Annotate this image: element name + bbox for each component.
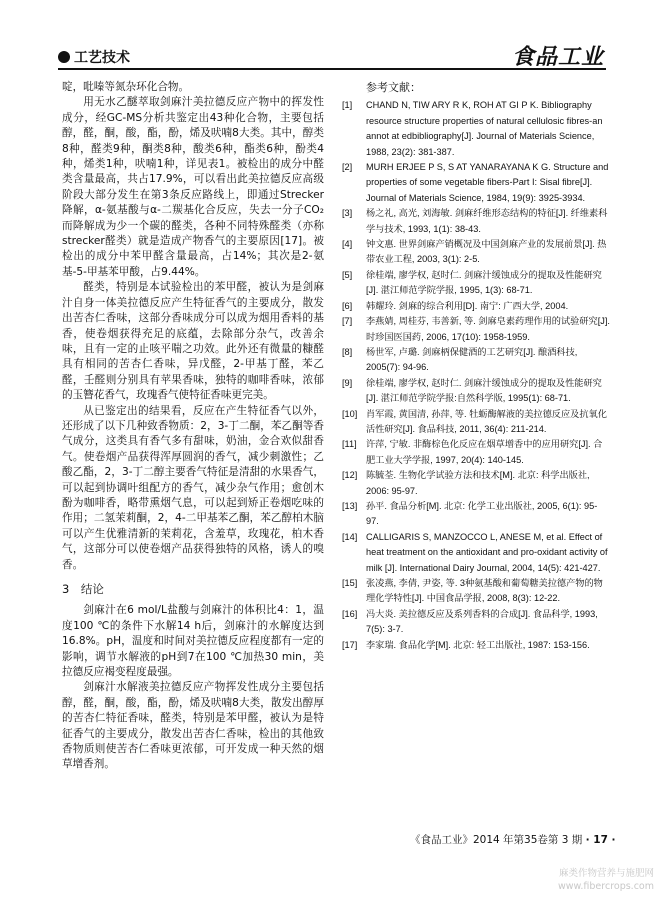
reference-text: CHAND N, TIW ARY R K, ROH AT GI P K. Bibliography resource structure properties of natural cellulosic fibres-an annot at edbibliography[J]. Journal of Materials Science, 1988, 23(2): 381-387. bbox=[366, 100, 603, 157]
reference-text: 孙平. 食品分析[M]. 北京: 化学工业出版社, 2005, 6(1): 95-97. bbox=[366, 500, 598, 527]
left-column bbox=[62, 80, 324, 773]
paragraph: 用无水乙醚萃取剑麻汁美拉德反应产物中的挥发性成分，经GC-MS分析共鉴定出43种化合物，主要包括醇，醛，酮，酸，酯，酚，烯及吠喃8大类。其中，醇类8种，醛类9种，酮类8种，酸类6种，酯类6种，酚类4种，烯类1种，吠喃1种，详见表1。被检出的成分中醛类含量最高，共占17.9%，可以看出此美拉德反应高级阶段大部分发生在第3条反应路线上，即通过Strecker降解，α-氨基酸与α-二羰基化合反应，失去一分子CO₂而降解成为少一个碳的醛类，各种不同特殊醛类（亦称strecker醛类）就是造成产物香气的主要原因[17]。被检出的成分中苯甲醛含量最高，占14%；其次是2-氨基-5-甲基苯甲酸，占9.44%。 bbox=[62, 96, 324, 278]
reference-text: 陈毓荃. 生物化学试验方法和技术[M]. 北京: 科学出版社, 2006: 95-97. bbox=[366, 470, 590, 496]
reference-item bbox=[342, 98, 610, 160]
paragraph: 从已鉴定出的结果看，反应在产生特征香气以外，还形成了以下几种致香物质：2，3-丁二酮，苯乙酮等香气成分，这类具有香气多有甜味，奶油，金合欢似甜香气。使卷烟产品获得浑厚圆润的香气，减少刺激性；乙酸乙酯，2，3-丁二醇主要香气特征是清甜的水果香气，可以起到协调叶组配方的香气，减少杂气作用；愈创木酚为咖啡香，略带熏烟气息，可以起到矫正卷烟吃味的作用；二氢茉莉酮，2，4-二甲基苯乙酮，苯乙醇柏木脑可以产生优雅清新的茉莉花，含羞草，玫瑰花，柏木香气，这部分可以使卷烟产品获得独特的风格，诱人的嗅香。 bbox=[62, 404, 324, 571]
reference-number: [4] bbox=[342, 239, 353, 250]
reference-number: [16] bbox=[342, 608, 358, 619]
reference-number: [15] bbox=[342, 578, 358, 588]
page-number: · 17 · bbox=[585, 834, 616, 846]
section-label: 工艺技术 bbox=[74, 50, 130, 66]
reference-text: 韩耀玲. 剑麻的综合利用[D]. 南宁: 广西大学, 2004. bbox=[366, 300, 569, 311]
reference-text: 杨世军, 卢璐. 剑麻柄保健酒的工艺研究[J]. 酿酒科技, 2005(7): 94-96. bbox=[366, 346, 578, 373]
page-footer bbox=[410, 832, 616, 847]
reference-item bbox=[342, 206, 610, 237]
right-column bbox=[342, 80, 610, 653]
reference-number: [2] bbox=[342, 162, 353, 173]
reference-number: [7] bbox=[342, 316, 353, 327]
reference-item bbox=[342, 468, 610, 499]
reference-text: 杨之礼, 高光, 刘海敏. 剑麻纤维形态结构的特征[J]. 纤维素科学与技术, 1993, 1(1): 38-43. bbox=[366, 208, 608, 234]
reference-text: 许萍, 宁敏. 非酶棕色化反应在烟草增香中的应用研究[J]. 合肥工业大学学报, 1997, 20(4): 140-145. bbox=[366, 439, 603, 465]
reference-item bbox=[342, 437, 610, 468]
reference-number: [8] bbox=[342, 346, 353, 357]
reference-item bbox=[342, 576, 610, 607]
reference-item bbox=[342, 268, 610, 299]
paragraph: 醛类，特别是本试验检出的苯甲醛，被认为是剑麻汁自身一体美拉德反应产生特征香气的主要成分，散发出苦杏仁香味，这部分香味成分可以成为烟用香料的基香，使卷烟获得充足的底蕴，去除部分杂气，改善余味，且有一定的止咳平喘之功效。此外还有微量的糠醛具有相同的苦杏仁香味，异戊醛，2-甲基丁醛，苯乙醛，壬醛则分别具有苹果香味，独特的咖啡香味，浓郁的玉簪花香气，玫瑰香气使特征香味更完美。 bbox=[62, 281, 324, 402]
reference-item bbox=[342, 607, 610, 638]
page-header bbox=[58, 46, 606, 72]
paragraph: 剑麻汁在6 mol/L盐酸与剑麻汁的体积比4：1，温度100 ℃的条件下水解14 h后，剑麻汁的水解度达到16.8%。pH，温度和时间对美拉德反应程度都有一定的影响，调节水解液的pH到7在100 ℃加热30 min，美拉德反应褐变程度最强。 bbox=[62, 604, 324, 679]
watermark-url: www.fibercrops.com bbox=[557, 881, 654, 892]
paragraph: 啶，吡嗪等氮杂环化合物。 bbox=[62, 81, 190, 93]
reference-item bbox=[342, 376, 610, 407]
reference-text: 冯大炎. 美拉德反应及系列香料的合成[J]. 食品科学, 1993, 7(5): 3-7. bbox=[366, 608, 598, 635]
reference-number: [11] bbox=[342, 439, 357, 450]
reference-number: [3] bbox=[342, 208, 353, 219]
reference-list bbox=[342, 98, 610, 653]
reference-number: [13] bbox=[342, 500, 358, 511]
header-rule bbox=[58, 68, 606, 70]
bullet-icon bbox=[58, 51, 70, 63]
reference-number: [17] bbox=[342, 639, 358, 650]
journal-logo: 食品工业 bbox=[511, 44, 604, 70]
reference-item bbox=[342, 314, 610, 345]
reference-text: 肖军霞, 黄国清, 孙萍, 等. 牡蛎酶解液的美拉德反应及抗氧化活性研究[J]. 食品科技, 2011, 36(4): 211-214. bbox=[366, 408, 607, 434]
reference-number: [9] bbox=[342, 377, 353, 388]
paragraph: 剑麻汁水解液美拉德反应产物挥发性成分主要包括醇，醛，酮，酸，酯，酚，烯及吠喃8大类，散发出醇厚的苦杏仁特征香味，醛类，特别是苯甲醛，被认为是特征香气的主要成分，散发出苦杏仁香味，检出的其他致香物质则使苦杏仁香味更浓郁，可开发成一种天然的烟草增香剂。 bbox=[62, 681, 324, 771]
reference-text: 李燕婧, 周桂芬, 韦善新, 等. 剑麻皂素药理作用的试验研究[J]. 时珍国医国药, 2006, 17(10): 1958-1959. bbox=[366, 316, 610, 342]
reference-item bbox=[342, 299, 610, 314]
references-heading: 参考文献： bbox=[366, 81, 421, 94]
reference-item bbox=[342, 407, 610, 438]
reference-number: [10] bbox=[342, 408, 358, 419]
reference-item bbox=[342, 638, 610, 653]
reference-item bbox=[342, 530, 610, 576]
reference-text: 李家瑞. 食品化学[M]. 北京: 轻工出版社, 1987: 153-156. bbox=[366, 639, 590, 650]
reference-number: [6] bbox=[342, 300, 353, 311]
reference-number: [12] bbox=[342, 470, 358, 481]
reference-item bbox=[342, 499, 610, 530]
reference-text: 徐桂端, 廖学权, 赵时仁. 剑麻汁缓蚀成分的提取及性能研究[J]. 湛江师范学院学报, 1995, 1(3): 68-71. bbox=[366, 269, 602, 296]
reference-item bbox=[342, 160, 610, 206]
reference-text: 钟文惠. 世界剑麻产销概况及中国剑麻产业的发展前景[J]. 热带农业工程, 2003, 3(1): 2-5. bbox=[366, 239, 607, 265]
reference-number: [1] bbox=[342, 100, 353, 111]
reference-text: 徐桂端, 廖学权, 赵时仁. 剑麻汁缓蚀成分的提取及性能研究[J]. 湛江师范学院学报:自然科学版, 1995(1): 68-71. bbox=[366, 377, 602, 404]
reference-number: [5] bbox=[342, 269, 353, 280]
reference-text: 张凌燕, 李倩, 尹姿, 等. 3种氨基酸和葡萄糖美拉德产物的物理化学特性[J]. 中国食品学报, 2008, 8(3): 12-22. bbox=[366, 578, 603, 604]
reference-number: [14] bbox=[342, 531, 358, 542]
watermark bbox=[558, 867, 654, 893]
reference-item bbox=[342, 345, 610, 376]
section-heading: 3 结论 bbox=[62, 582, 104, 596]
reference-text: CALLIGARIS S, MANZOCCO L, ANESE M, et al. Effect of heat treatment on the antioxidant and pro-oxidant activity of milk [J]. International Dairy Journal, 2004, 14(5): 421-427. bbox=[366, 531, 608, 573]
reference-text: MURH ERJEE P S, S AT YANARAYANA K G. Structure and properties of some vegetable fibers-Part I: Sisal fibre[J]. Journal of Materials Science, 1984, 19(9): 3925-3934. bbox=[366, 162, 609, 203]
reference-item bbox=[342, 237, 610, 268]
watermark-name: 麻类作物营养与施肥网 bbox=[558, 868, 654, 879]
journal-citation: 《食品工业》2014 年第35卷第 3 期 bbox=[410, 834, 583, 846]
